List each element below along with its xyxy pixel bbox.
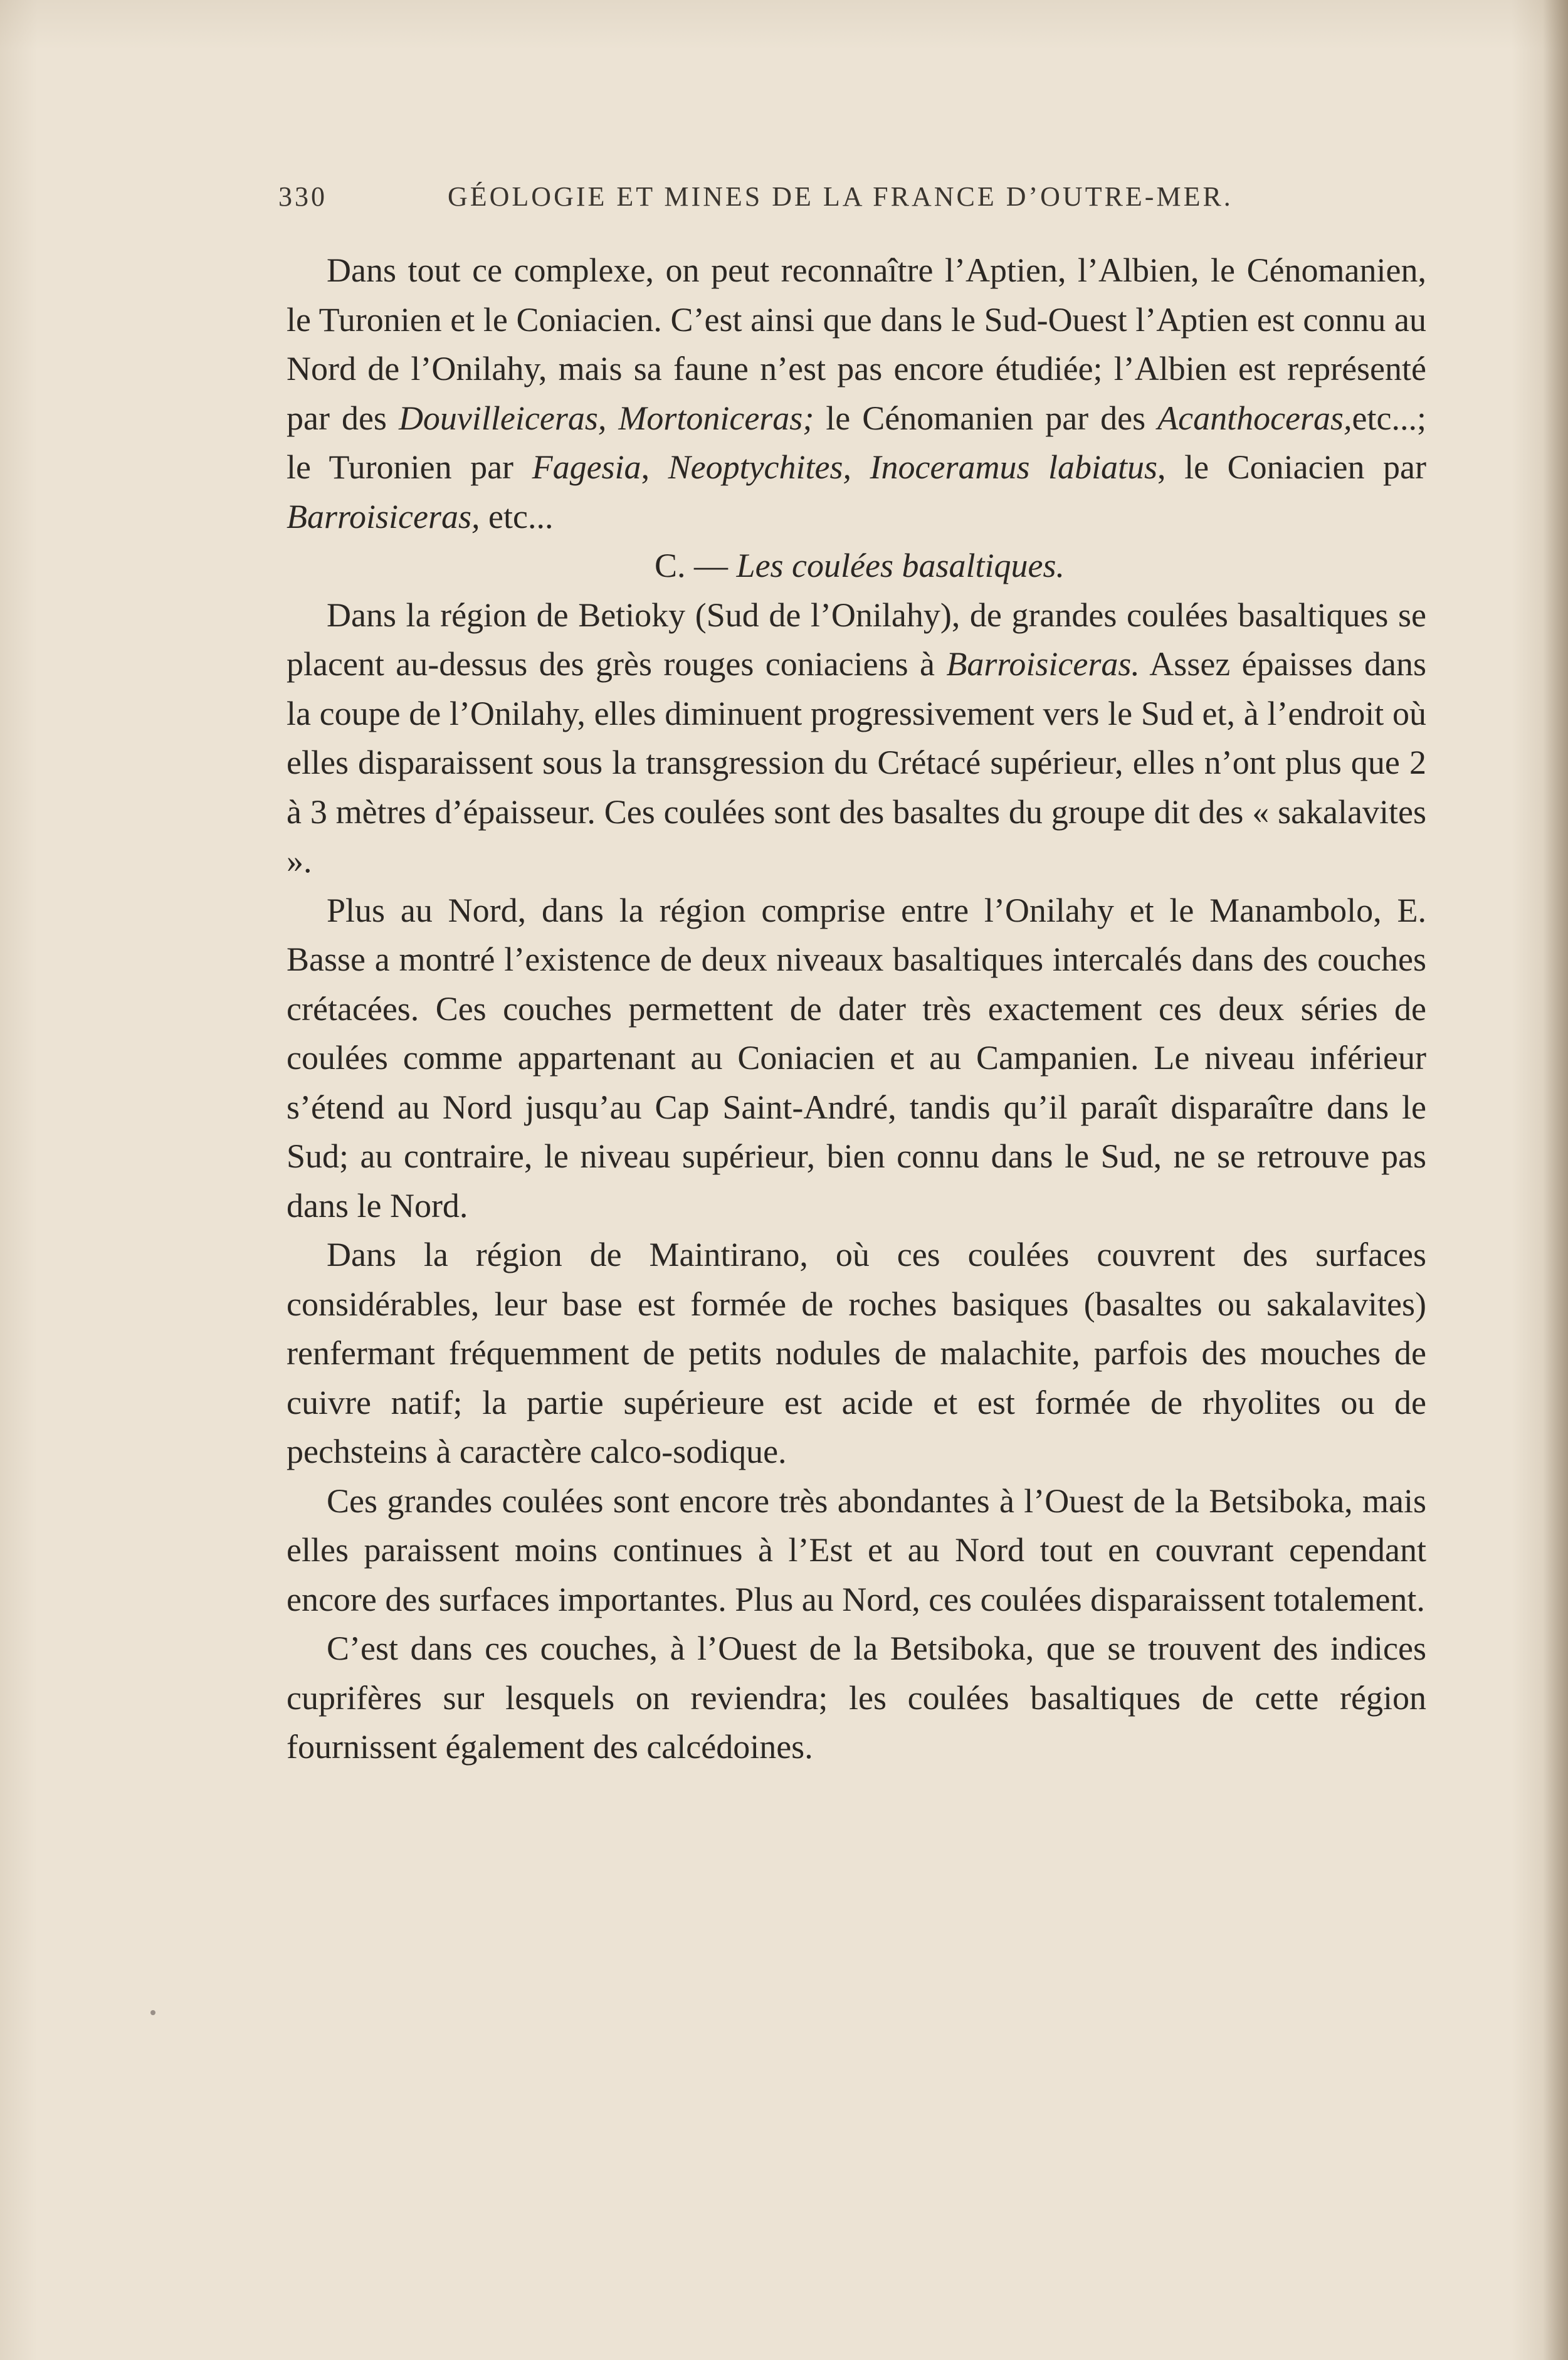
page-number: 330 xyxy=(278,181,327,212)
section-heading xyxy=(287,541,1426,591)
text-run: etc... xyxy=(480,497,554,535)
paragraph-stratigraphy xyxy=(287,246,1426,541)
paragraph-betsiboka: Ces grandes coulées sont encore très abondantes à l’Ouest de la Betsiboka, mais elles paraissent moins continues à l’Est et au Nord tout en couvrant cependant encore des surfaces importantes. Plus au Nord, ces coulées disparaissent totalement. xyxy=(287,1482,1426,1618)
section-title: Les coulées basaltiques. xyxy=(736,547,1065,584)
taxon-name: Acanthoceras, xyxy=(1157,399,1352,437)
paragraph-maintirano: Dans la région de Maintirano, où ces coulées couvrent des surfaces considérables, leur base est formée de roches basiques (basaltes ou sakalavites) renfermant fréquemment de petits nodules de malachite, parfois des mouches de cuivre natif; la partie supérieure est acide et est formée de rhyolites ou de pechsteins à caractère calco-sodique. xyxy=(287,1236,1426,1470)
taxon-name: Douvilleiceras, Mortoniceras; xyxy=(398,399,814,437)
taxon-name: Barroisiceras. xyxy=(946,645,1140,683)
taxon-name: Neoptychites, Inoceramus labiatus xyxy=(668,448,1158,486)
text-run: , xyxy=(641,448,668,486)
paragraph-betioky xyxy=(287,591,1426,886)
text-run: Dans tout ce complexe, on peut reconnaître l’Aptien, l’Albien, le Cénomanien, le Turonien et le Coniacien. C’est ainsi que dans le Sud-Ouest l’Aptien est connu au Nord de l’Onilahy, mais sa faune n’est pas encore étudiée; l’Albien est représenté par des xyxy=(287,251,1426,437)
text-run: Dans la région de Betioky (Sud de l’Onilahy), de grandes coulées basaltiques se placent au-dessus des grès rouges coniaciens à xyxy=(287,596,1426,683)
running-title: GÉOLOGIE ET MINES DE LA FRANCE D’OUTRE-MER. xyxy=(448,181,1233,212)
body-text xyxy=(287,246,1426,1772)
text-run: , le Coniacien par xyxy=(1157,448,1426,486)
text-run: Assez épaisses dans la coupe de l’Onilahy, elles diminuent progressivement vers le Sud et, à l’endroit où elles disparaissent sous la transgression du Crétacé supérieur, elles n’ont plus que 2 à 3 mètres d’épaisseur. Ces coulées sont des basaltes du groupe dit des « sakalavites ». xyxy=(287,645,1426,880)
taxon-name: Barroisiceras, xyxy=(287,497,480,535)
paragraph-manambolo: Plus au Nord, dans la région comprise entre l’Onilahy et le Manambolo, E. Basse a montré l’existence de deux niveaux basaltiques intercalés dans des couches crétacées. Ces couches permettent de dater très exactement ces deux séries de coulées comme appartenant au Coniacien et au Campanien. Le niveau inférieur s’étend au Nord jusqu’au Cap Saint-André, tandis qu’il paraît disparaître dans le Sud; au contraire, le niveau supérieur, bien connu dans le Sud, ne se retrouve pas dans le Nord. xyxy=(287,891,1426,1225)
section-letter: C. — xyxy=(655,547,737,584)
text-run: etc...; le Turonien par xyxy=(287,399,1426,486)
text-run: le Cénomanien par des xyxy=(814,399,1158,437)
taxon-name: Fagesia xyxy=(532,448,641,486)
paper-speck xyxy=(150,2010,155,2015)
paragraph-cupriferes: C’est dans ces couches, à l’Ouest de la Betsiboka, que se trouvent des indices cuprifères sur lesquels on reviendra; les coulées basaltiques de cette région fournissent également des calcédoines. xyxy=(287,1630,1426,1766)
running-header xyxy=(278,181,1272,218)
page-edge-shadow xyxy=(1543,0,1568,2360)
